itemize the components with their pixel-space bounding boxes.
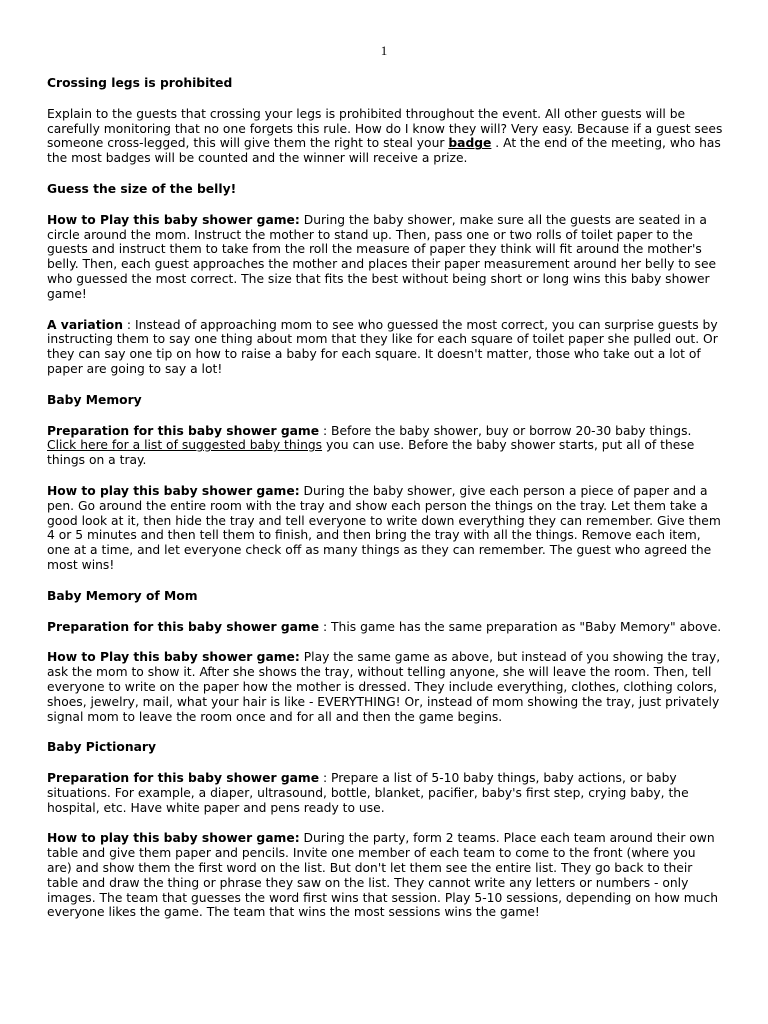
section-heading-crossing-legs: Crossing legs is prohibited — [47, 76, 233, 90]
text-span: . At the end of the meeting, who has the most badges will be counted and the winner will receive a prize. — [47, 136, 721, 166]
paragraph-mom-memory-how-to-play — [47, 650, 723, 724]
paragraph-belly-variation — [47, 318, 723, 377]
paragraph-baby-memory-how-to-play — [47, 484, 723, 573]
paragraph-pictionary-preparation — [47, 771, 723, 815]
bold-lead: Preparation for this baby shower game — [47, 771, 320, 786]
text-span: Explain to the guests that crossing your legs is prohibited throughout the event. All other guests will be carefully monitoring that no one forgets this rule. How do I know they will? Very easy. Because if a guest sees someone cross-legged, this will give them the right to steal your — [47, 106, 723, 151]
section-heading-baby-pictionary: Baby Pictionary — [47, 740, 156, 755]
text-span: During the baby shower, make sure all the guests are seated in a circle around the mom. Instruct the mother to stand up. Then, pass one or two rolls of toilet paper to the guests and instruct them to take from the roll the measure of paper they think will fit around the mother's belly. Then, each guest approaches the mother and places their paper measurement around her belly to see who guessed the most correct. The size that fits the best without being short or long wins this baby shower game! — [47, 212, 717, 301]
text-span: : Prepare a list of 5-10 baby things, baby actions, or baby situations. For example, a diaper, ultrasound, bottle, blanket, pacifier, baby's first step, crying baby, the hospital, etc. Have white paper and pens ready to use. — [47, 771, 689, 815]
bold-lead: How to Play this baby shower game: — [47, 650, 300, 665]
section-heading-baby-memory: Baby Memory — [47, 392, 142, 407]
bold-lead: Preparation for this baby shower game — [47, 423, 320, 438]
text-span: During the party, form 2 teams. Place each team around their own table and give them paper and pencils. Invite one member of each team to come to the front (where you are) and show them the first word on the list. But don't let them see the entire list. They go back to their table and draw the thing or phrase they saw on the list. They cannot write any letters or numbers - only images. The team that guesses the word first wins that session. Play 5-10 sessions, depending on how much everyone likes the game. The team that wins the most sessions wins the game! — [47, 831, 719, 920]
bold-lead: How to play this baby shower game: — [47, 831, 300, 846]
paragraph-mom-memory-preparation — [47, 620, 723, 635]
baby-things-list-link[interactable]: Click here for a list of suggested baby things — [47, 438, 323, 453]
paragraph-crossing-legs — [47, 107, 723, 166]
section-heading-baby-memory-of-mom: Baby Memory of Mom — [47, 588, 198, 603]
bold-lead: How to play this baby shower game: — [47, 483, 300, 498]
page-number: 1 — [380, 43, 388, 58]
paragraph-pictionary-how-to-play — [47, 831, 723, 920]
text-span: During the baby shower, give each person a piece of paper and a pen. Go around the entire room with the tray and show each person the things on the tray. Let them take a good look at it, then hide the tray and tell everyone to write down everything they can remember. Give them 4 or 5 minutes and then tell them to finish, and then bring the tray with all the things. Remove each item, one at a time, and let everyone check off as many things as they can remember. The guest who agreed the most wins! — [47, 483, 721, 572]
bold-lead: Preparation for this baby shower game — [47, 619, 320, 634]
text-span: Play the same game as above, but instead of you showing the tray, ask the mom to show it. After she shows the tray, without telling anyone, she will leave the room. Then, tell everyone to write on the paper how the mother is dressed. They include everything, clothes, clothing colors, shoes, jewelry, mail, what your hair is like - EVERYTHING! Or, instead of mom showing the tray, just privately signal mom to leave the room once and for all and then the game begins. — [47, 650, 721, 724]
document-body — [47, 76, 723, 936]
section-heading-belly-size: Guess the size of the belly! — [47, 181, 237, 196]
paragraph-baby-memory-preparation — [47, 424, 723, 468]
text-span: : Instead of approaching mom to see who guessed the most correct, you can surprise guests by instructing them to say one thing about mom that they like for each square of toilet paper she pulled out. Or they can say one tip on how to raise a baby for each square. It doesn't matter, those who take out a lot of paper are going to say a lot! — [47, 317, 718, 376]
text-span: : Before the baby shower, buy or borrow 20-30 baby things. — [319, 423, 692, 438]
bold-lead: How to Play this baby shower game: — [47, 212, 300, 227]
bold-lead: A variation — [47, 317, 123, 332]
badge-link[interactable]: badge — [448, 136, 492, 151]
text-span: you can use. Before the baby shower starts, put all of these things on a tray. — [47, 438, 695, 468]
text-span: : This game has the same preparation as "Baby Memory" above. — [319, 619, 722, 634]
paragraph-belly-how-to-play — [47, 213, 723, 302]
